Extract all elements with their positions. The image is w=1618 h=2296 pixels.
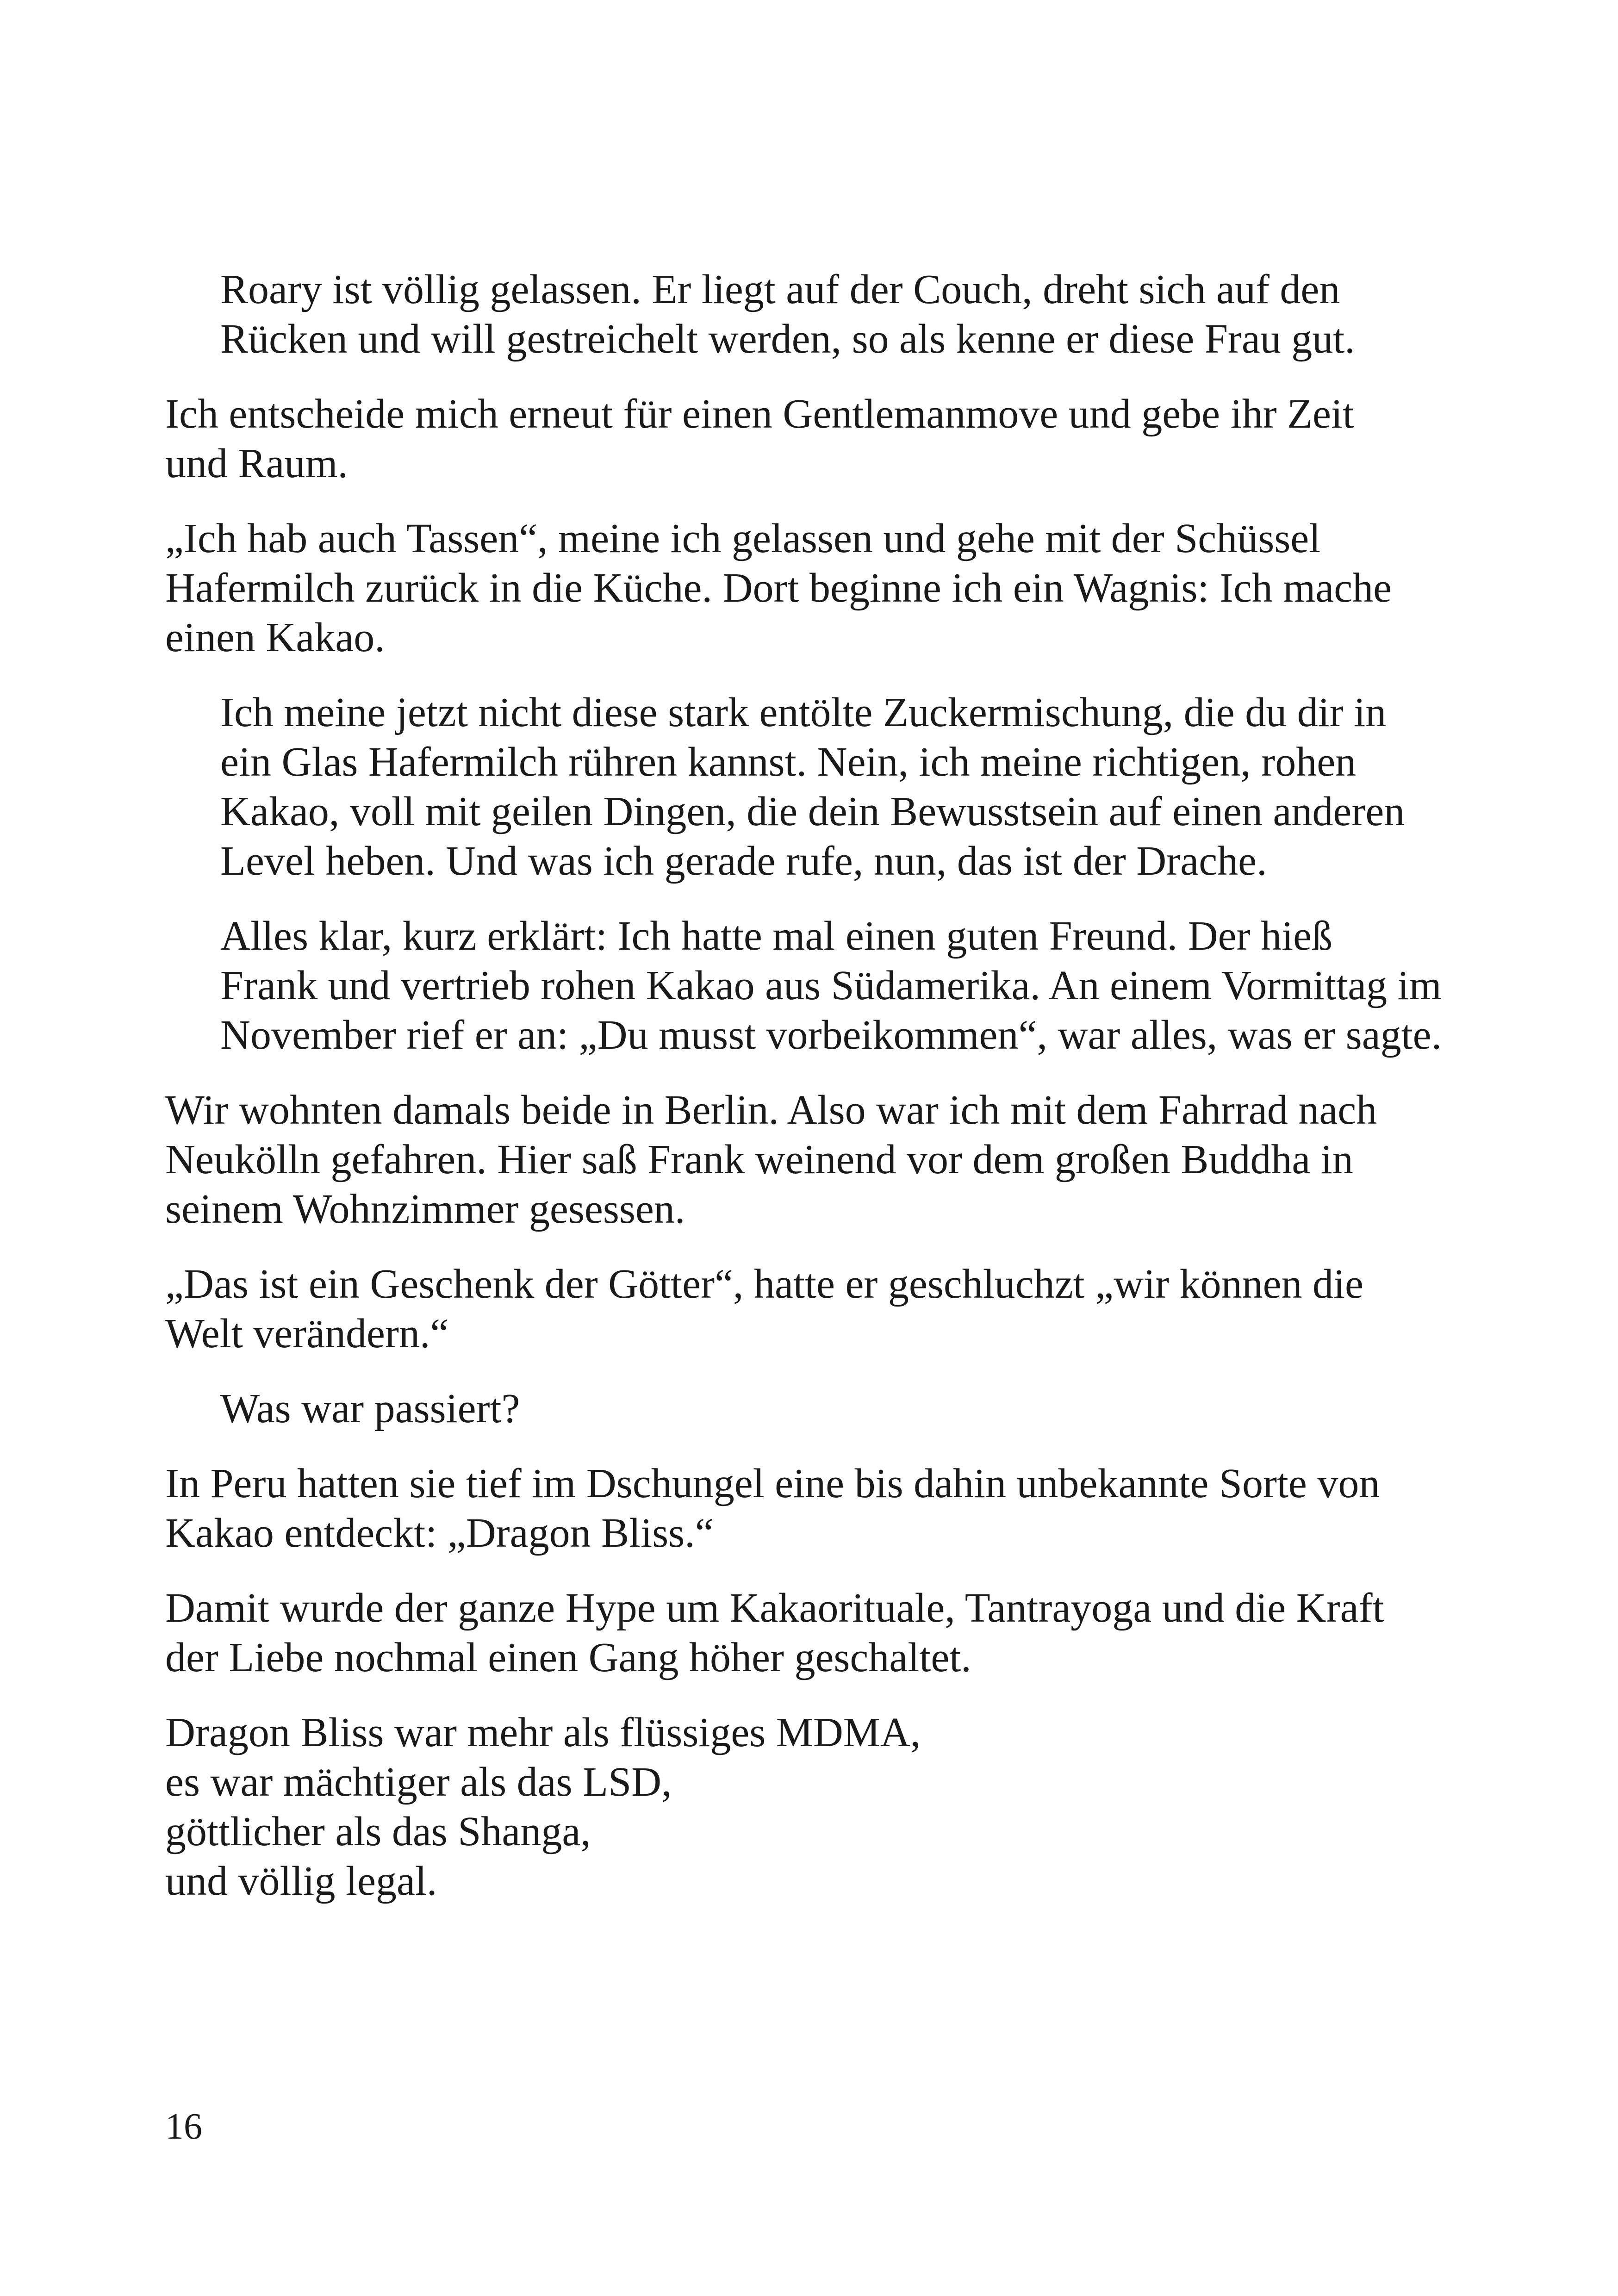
text-line: Damit wurde der ganze Hype um Kakaorituale, Tantrayoga und die Kraft xyxy=(165,1585,1384,1631)
paragraph xyxy=(165,265,1452,364)
text-line: und völlig legal. xyxy=(165,1858,437,1904)
text-line: „Ich hab auch Tassen“, meine ich gelassen und gehe mit der Schüssel xyxy=(165,516,1321,561)
text-line: Hafermilch zurück in die Küche. Dort beginne ich ein Wagnis: Ich mache xyxy=(165,565,1392,611)
text-line: Dragon Bliss war mehr als flüssiges MDMA, xyxy=(165,1710,921,1755)
paragraph xyxy=(165,1459,1452,1558)
body-text xyxy=(165,265,1452,1931)
page-number: 16 xyxy=(165,2106,202,2147)
text-line: Wir wohnten damals beide in Berlin. Also war ich mit dem Fahrrad nach xyxy=(165,1087,1377,1133)
paragraph xyxy=(165,688,1452,886)
text-line: Kakao, voll mit geilen Dingen, die dein Bewusstsein auf einen anderen xyxy=(220,789,1405,834)
paragraph xyxy=(165,514,1452,662)
text-line: einen Kakao. xyxy=(165,615,385,660)
text-line: Kakao entdeckt: „Dragon Bliss.“ xyxy=(165,1510,714,1556)
text-line: Welt verändern.“ xyxy=(165,1311,449,1356)
paragraph xyxy=(165,1708,1452,1906)
text-line: November rief er an: „Du musst vorbeikommen“, war alles, was er sagte. xyxy=(220,1012,1442,1058)
text-line: Neukölln gefahren. Hier saß Frank weinend vor dem großen Buddha in xyxy=(165,1137,1353,1182)
paragraph xyxy=(165,1583,1452,1682)
text-line: Frank und vertrieb rohen Kakao aus Südamerika. An einem Vormittag im xyxy=(220,963,1442,1008)
text-line: ein Glas Hafermilch rühren kannst. Nein, ich meine richtigen, rohen xyxy=(220,739,1357,785)
paragraph xyxy=(165,1384,1452,1433)
text-line: es war mächtiger als das LSD, xyxy=(165,1759,672,1805)
paragraph xyxy=(165,1085,1452,1234)
text-line: und Raum. xyxy=(165,441,348,486)
paragraph xyxy=(165,1259,1452,1358)
text-line: Ich entscheide mich erneut für einen Gentlemanmove und gebe ihr Zeit xyxy=(165,391,1354,437)
text-line: In Peru hatten sie tief im Dschungel eine bis dahin unbekannte Sorte von xyxy=(165,1461,1380,1506)
text-line: Alles klar, kurz erklärt: Ich hatte mal einen guten Freund. Der hieß xyxy=(220,913,1333,959)
paragraph xyxy=(165,911,1452,1060)
text-line: Rücken und will gestreichelt werden, so als kenne er diese Frau gut. xyxy=(220,316,1355,362)
text-line: Roary ist völlig gelassen. Er liegt auf der Couch, dreht sich auf den xyxy=(220,267,1340,312)
text-line: Level heben. Und was ich gerade rufe, nun, das ist der Drache. xyxy=(220,838,1267,884)
paragraph xyxy=(165,389,1452,488)
text-line: Was war passiert? xyxy=(220,1386,520,1431)
text-line: „Das ist ein Geschenk der Götter“, hatte er geschluchzt „wir können die xyxy=(165,1261,1363,1307)
text-line: göttlicher als das Shanga, xyxy=(165,1809,591,1854)
text-line: der Liebe nochmal einen Gang höher geschaltet. xyxy=(165,1635,971,1680)
text-line: seinem Wohnzimmer gesessen. xyxy=(165,1186,685,1232)
text-line: Ich meine jetzt nicht diese stark entölte Zuckermischung, die du dir in xyxy=(220,690,1387,735)
